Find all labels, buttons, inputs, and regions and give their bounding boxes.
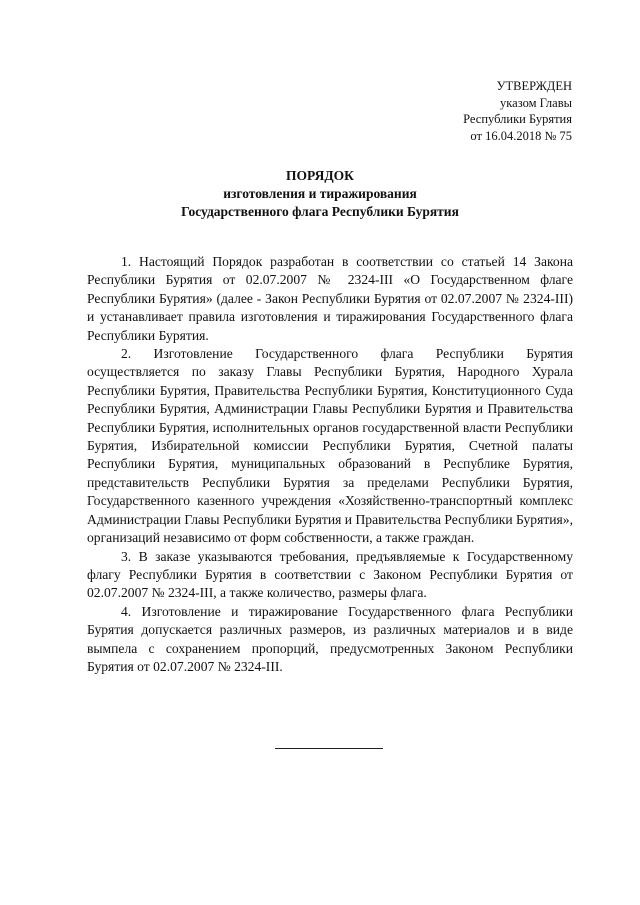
closing-rule bbox=[275, 748, 383, 749]
approval-republic: Республики Бурятия bbox=[463, 112, 572, 126]
approval-stamp bbox=[463, 78, 572, 144]
paragraph-1: 1. Настоящий Порядок разработан в соответствии со статьей 14 Закона Республики Бурятия от 02.07.2007 № 2324-III «О Государственном флаге Республики Бурятия» (далее - Закон Республики Бурятия от 02.07.2007 № 2324-III) и устанавливает правила изготовления и тиражирования Государственного флага Республики Бурятия. bbox=[87, 254, 573, 343]
paragraph-4: 4. Изготовление и тиражирование Государственного флага Республики Бурятия допускается различных размеров, из различных материалов и в виде вымпела с сохранением пропорций, предусмотренных Законом Республики Бурятия от 02.07.2007 № 2324-III. bbox=[87, 603, 573, 674]
approval-decree: указом Главы bbox=[500, 95, 572, 110]
document-title bbox=[100, 167, 540, 221]
paragraph-2: 2. Изготовление Государственного флага Республики Бурятия осуществляется по заказу Главы Республики Бурятия, Народного Хурала Республики Бурятия, Правительства Республики Бурятия, Конституционного Суда Республики Бурятия, Администрации Главы Республики Бурятия и Правительства Республики Бурятия, исполнительных органов государственной власти Республики Бурятия, Избирательной комиссии Республики Бурятия, Счетной палаты Республики Бурятия, муниципальных образований в Республике Бурятия, представительств Республики Бурятия за пределами Республики Бурятия, Государственного казенного учреждения «Хозяйственно-транспортный комплекс Администрации Главы Республики Бурятия и Правительства Республики Бурятия», организаций независимо от форм собственности, а также граждан. bbox=[87, 346, 573, 546]
paragraph-3: 3. В заказе указываются требования, предъявляемые к Государственному флагу Республики Бурятия в соответствии с Законом Республики Бурятия от 02.07.2007 № 2324-III, а также количество, размеры флага. bbox=[87, 548, 573, 601]
approval-status: УТВЕРЖДЕН bbox=[496, 79, 572, 93]
document-body bbox=[87, 253, 573, 676]
title-subject: Государственного флага Республики Бурятия bbox=[181, 204, 459, 219]
title-subheading: изготовления и тиражирования bbox=[223, 186, 417, 201]
approval-date-number: от 16.04.2018 № 75 bbox=[470, 128, 572, 143]
title-heading: ПОРЯДОК bbox=[286, 168, 354, 183]
